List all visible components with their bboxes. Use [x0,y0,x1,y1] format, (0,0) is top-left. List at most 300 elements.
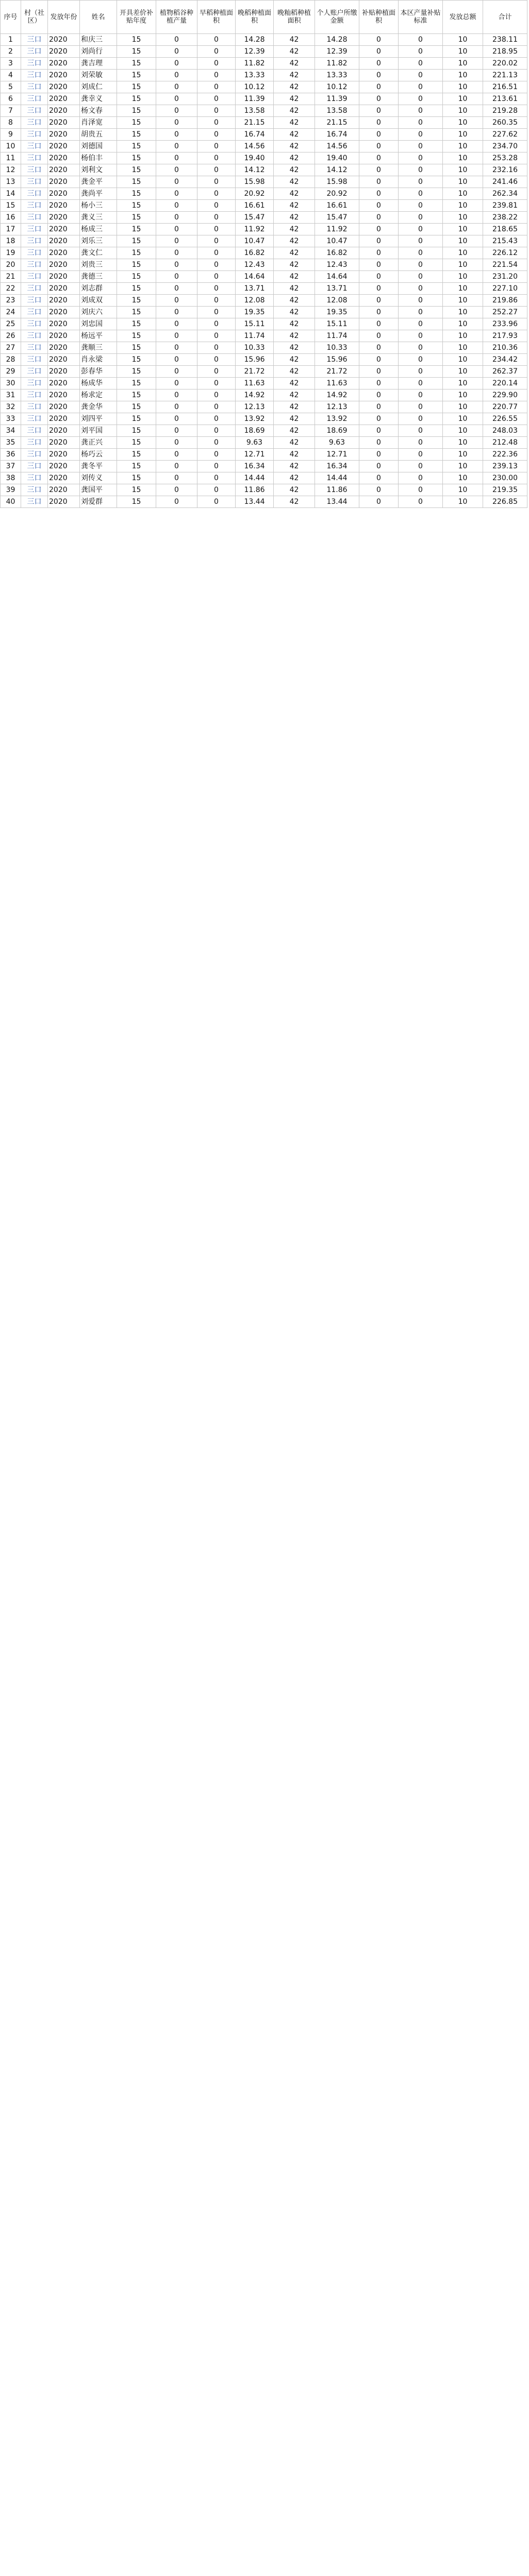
table-cell: 219.86 [483,295,527,307]
table-cell: 0 [197,188,236,200]
table-cell: 22 [1,283,21,295]
table-cell: 10 [443,200,483,212]
table-cell: 0 [197,437,236,449]
table-cell: 42 [274,141,315,152]
table-cell: 42 [274,472,315,484]
table-cell: 13.92 [315,413,359,425]
table-cell: 15 [117,235,156,247]
table-cell: 9.63 [315,437,359,449]
table-cell: 0 [156,342,197,354]
table-cell: 7 [1,105,21,117]
table-cell: 12.43 [315,259,359,271]
table-cell: 32 [1,401,21,413]
table-cell: 0 [359,235,399,247]
table-cell: 15 [117,58,156,70]
table-cell: 15 [117,484,156,496]
table-cell: 0 [156,259,197,271]
table-cell: 10 [443,472,483,484]
table-cell: 11.82 [315,58,359,70]
table-cell: 肖永梁 [80,354,117,366]
table-cell: 0 [359,224,399,235]
table-cell: 15.96 [236,354,274,366]
table-cell: 0 [156,413,197,425]
table-cell: 42 [274,449,315,461]
table-cell: 0 [359,437,399,449]
table-cell: 42 [274,307,315,318]
table-row [1,295,527,307]
table-cell: 20.92 [315,188,359,200]
table-cell: 19.40 [236,152,274,164]
table-cell: 0 [359,366,399,378]
table-cell: 0 [156,188,197,200]
table-cell: 8 [1,117,21,129]
table-cell: 0 [359,188,399,200]
table-cell: 2020 [48,58,80,70]
table-row [1,378,527,389]
table-cell: 13.58 [315,105,359,117]
table-cell: 16.34 [236,461,274,472]
table-cell: 刘成仁 [80,81,117,93]
table-cell: 13.71 [315,283,359,295]
table-cell: 42 [274,212,315,224]
header-cell: 早稻种植面积 [197,1,236,34]
table-cell: 0 [399,401,443,413]
table-cell: 刘庆六 [80,307,117,318]
table-cell: 15 [117,295,156,307]
table-cell: 0 [399,247,443,259]
table-cell: 42 [274,354,315,366]
table-cell: 241.46 [483,176,527,188]
table-cell: 232.16 [483,164,527,176]
table-cell: 11.82 [236,58,274,70]
table-cell: 2020 [48,247,80,259]
table-cell: 16.61 [315,200,359,212]
table-cell: 0 [197,235,236,247]
table-cell: 25 [1,318,21,330]
table-cell: 15 [117,318,156,330]
table-cell: 0 [156,295,197,307]
table-cell: 0 [156,472,197,484]
table-cell: 11.92 [236,224,274,235]
table-cell: 213.61 [483,93,527,105]
table-cell: 23 [1,295,21,307]
header-cell: 植物稻谷种植产量 [156,1,197,34]
table-cell: 229.90 [483,389,527,401]
table-cell: 0 [197,484,236,496]
table-cell: 0 [359,413,399,425]
table-cell: 0 [399,200,443,212]
table-cell: 龚冬平 [80,461,117,472]
header-cell: 村（社区） [21,1,48,34]
table-cell: 杨成三 [80,224,117,235]
table-cell: 11.74 [315,330,359,342]
table-row [1,366,527,378]
table-cell: 14.64 [236,271,274,283]
header-cell: 发放年份 [48,1,80,34]
table-cell: 三口 [21,437,48,449]
table-cell: 17 [1,224,21,235]
table-row [1,235,527,247]
table-cell: 10 [443,413,483,425]
table-cell: 0 [156,34,197,46]
table-cell: 0 [399,105,443,117]
table-row [1,425,527,437]
table-cell: 0 [156,58,197,70]
table-cell: 0 [399,70,443,81]
table-cell: 0 [399,129,443,141]
table-cell: 42 [274,259,315,271]
table-cell: 10 [443,105,483,117]
table-row [1,46,527,58]
table-cell: 16 [1,212,21,224]
table-cell: 11.63 [236,378,274,389]
table-row [1,117,527,129]
table-cell: 220.77 [483,401,527,413]
table-cell: 21.15 [315,117,359,129]
header-row [1,1,527,34]
table-row [1,449,527,461]
table-cell: 2020 [48,472,80,484]
table-cell: 0 [197,58,236,70]
table-cell: 0 [359,378,399,389]
table-cell: 2020 [48,484,80,496]
table-cell: 10 [443,93,483,105]
table-cell: 三口 [21,247,48,259]
table-cell: 10 [443,496,483,508]
table-row [1,34,527,46]
table-cell: 0 [359,425,399,437]
table-cell: 2020 [48,318,80,330]
table-cell: 42 [274,283,315,295]
table-cell: 18.69 [236,425,274,437]
table-cell: 0 [359,389,399,401]
table-cell: 0 [399,224,443,235]
table-cell: 10 [443,152,483,164]
table-cell: 0 [197,307,236,318]
table-cell: 2020 [48,461,80,472]
table-row [1,212,527,224]
table-cell: 9.63 [236,437,274,449]
table-cell: 龚国平 [80,484,117,496]
table-cell: 230.00 [483,472,527,484]
header-cell: 姓名 [80,1,117,34]
table-cell: 0 [399,235,443,247]
table-cell: 12.13 [236,401,274,413]
table-cell: 0 [197,318,236,330]
table-cell: 16.74 [315,129,359,141]
table-cell: 220.14 [483,378,527,389]
table-cell: 14.92 [236,389,274,401]
table-cell: 三口 [21,401,48,413]
table-cell: 0 [197,378,236,389]
table-cell: 2020 [48,34,80,46]
table-cell: 10 [443,366,483,378]
table-cell: 15 [117,129,156,141]
table-cell: 杨远平 [80,330,117,342]
table-cell: 10.12 [315,81,359,93]
table-cell: 0 [156,401,197,413]
table-cell: 0 [359,152,399,164]
table-cell: 刘志群 [80,283,117,295]
table-cell: 42 [274,117,315,129]
table-cell: 239.13 [483,461,527,472]
table-cell: 0 [399,449,443,461]
table-cell: 9 [1,129,21,141]
table-cell: 0 [359,81,399,93]
table-cell: 0 [197,259,236,271]
table-cell: 0 [156,212,197,224]
table-cell: 0 [197,366,236,378]
table-cell: 15 [117,247,156,259]
table-cell: 0 [399,212,443,224]
table-cell: 11.63 [315,378,359,389]
table-cell: 42 [274,484,315,496]
table-cell: 0 [399,117,443,129]
table-row [1,247,527,259]
table-cell: 龚金华 [80,401,117,413]
table-cell: 260.35 [483,117,527,129]
table-cell: 0 [156,366,197,378]
table-cell: 42 [274,81,315,93]
table-cell: 2020 [48,378,80,389]
table-cell: 18.69 [315,425,359,437]
table-cell: 226.55 [483,413,527,425]
table-cell: 14.12 [236,164,274,176]
table-cell: 0 [359,46,399,58]
table-cell: 15 [117,366,156,378]
table-cell: 0 [359,117,399,129]
table-cell: 2020 [48,117,80,129]
table-cell: 215.43 [483,235,527,247]
table-cell: 13.92 [236,413,274,425]
table-cell: 3 [1,58,21,70]
table-cell: 42 [274,389,315,401]
table-cell: 14 [1,188,21,200]
table-cell: 15 [117,271,156,283]
table-cell: 三口 [21,164,48,176]
table-cell: 234.70 [483,141,527,152]
table-cell: 14.56 [315,141,359,152]
table-cell: 2020 [48,295,80,307]
table-cell: 0 [399,496,443,508]
table-cell: 0 [359,93,399,105]
table-cell: 0 [359,472,399,484]
table-cell: 15.47 [315,212,359,224]
table-cell: 2020 [48,283,80,295]
table-cell: 2020 [48,307,80,318]
table-cell: 0 [156,425,197,437]
table-cell: 15.11 [236,318,274,330]
table-cell: 42 [274,318,315,330]
table-cell: 0 [197,283,236,295]
table-cell: 10 [443,342,483,354]
table-cell: 0 [399,425,443,437]
table-cell: 2020 [48,81,80,93]
table-cell: 12.13 [315,401,359,413]
table-cell: 0 [156,152,197,164]
table-cell: 15 [117,176,156,188]
table-cell: 三口 [21,354,48,366]
table-cell: 42 [274,188,315,200]
table-row [1,188,527,200]
table-cell: 218.95 [483,46,527,58]
table-cell: 233.96 [483,318,527,330]
table-cell: 三口 [21,366,48,378]
table-cell: 0 [197,34,236,46]
table-cell: 10 [443,318,483,330]
table-cell: 2020 [48,401,80,413]
table-cell: 杨伯丰 [80,152,117,164]
table-cell: 2020 [48,449,80,461]
table-cell: 12 [1,164,21,176]
table-cell: 三口 [21,235,48,247]
table-cell: 15 [117,449,156,461]
table-cell: 三口 [21,295,48,307]
table-cell: 42 [274,105,315,117]
table-cell: 20 [1,259,21,271]
table-cell: 15 [117,425,156,437]
table-cell: 0 [156,354,197,366]
table-cell: 210.36 [483,342,527,354]
table-cell: 21.72 [315,366,359,378]
table-cell: 0 [156,330,197,342]
table-cell: 11.86 [236,484,274,496]
table-row [1,472,527,484]
header-cell: 开具差价补贴年度 [117,1,156,34]
header-cell: 合计 [483,1,527,34]
table-cell: 30 [1,378,21,389]
header-cell: 晚籼稻种植面积 [274,1,315,34]
table-cell: 16.34 [315,461,359,472]
table-cell: 0 [399,366,443,378]
table-cell: 14.44 [236,472,274,484]
table-cell: 10 [443,235,483,247]
table-cell: 0 [197,105,236,117]
table-cell: 0 [359,129,399,141]
table-cell: 三口 [21,117,48,129]
table-cell: 19 [1,247,21,259]
table-cell: 14.28 [236,34,274,46]
table-cell: 龚文仁 [80,247,117,259]
table-cell: 10 [443,81,483,93]
table-cell: 36 [1,449,21,461]
table-cell: 42 [274,330,315,342]
table-row [1,271,527,283]
table-cell: 三口 [21,318,48,330]
table-cell: 13.33 [236,70,274,81]
table-cell: 11 [1,152,21,164]
table-cell: 0 [197,472,236,484]
table-cell: 18 [1,235,21,247]
table-cell: 2020 [48,271,80,283]
spreadsheet [0,0,529,508]
table-cell: 2020 [48,342,80,354]
table-cell: 三口 [21,307,48,318]
table-cell: 40 [1,496,21,508]
table-cell: 29 [1,366,21,378]
table-cell: 10 [443,401,483,413]
table-cell: 15.47 [236,212,274,224]
table-cell: 三口 [21,176,48,188]
table-cell: 0 [359,342,399,354]
table-cell: 15 [117,152,156,164]
table-cell: 0 [399,141,443,152]
table-row [1,81,527,93]
table-row [1,129,527,141]
table-cell: 三口 [21,378,48,389]
table-cell: 10.33 [315,342,359,354]
table-cell: 2 [1,46,21,58]
table-cell: 16.61 [236,200,274,212]
table-cell: 0 [156,235,197,247]
table-cell: 0 [197,212,236,224]
table-cell: 11.39 [315,93,359,105]
table-cell: 15 [117,200,156,212]
table-cell: 238.22 [483,212,527,224]
table-cell: 15 [117,354,156,366]
table-cell: 19.35 [236,307,274,318]
table-row [1,200,527,212]
table-cell: 0 [197,389,236,401]
table-cell: 15 [117,34,156,46]
table-cell: 2020 [48,46,80,58]
table-cell: 15 [117,164,156,176]
table-cell: 10.47 [315,235,359,247]
table-cell: 龚正兴 [80,437,117,449]
table-cell: 0 [197,117,236,129]
table-cell: 0 [156,484,197,496]
table-cell: 42 [274,247,315,259]
table-cell: 0 [359,200,399,212]
table-cell: 218.65 [483,224,527,235]
table-cell: 10 [443,58,483,70]
table-cell: 0 [399,378,443,389]
table-cell: 252.27 [483,307,527,318]
table-cell: 2020 [48,366,80,378]
table-cell: 三口 [21,58,48,70]
table-cell: 0 [197,449,236,461]
table-cell: 10 [443,34,483,46]
table-cell: 三口 [21,259,48,271]
table-cell: 231.20 [483,271,527,283]
table-cell: 0 [156,389,197,401]
table-cell: 42 [274,46,315,58]
table-cell: 217.93 [483,330,527,342]
table-cell: 刘乐三 [80,235,117,247]
table-cell: 刘利文 [80,164,117,176]
table-cell: 10 [443,141,483,152]
table-cell: 2020 [48,389,80,401]
table-cell: 0 [197,247,236,259]
table-cell: 15 [117,117,156,129]
table-cell: 10.47 [236,235,274,247]
table-cell: 0 [359,318,399,330]
table-cell: 0 [359,496,399,508]
table-cell: 2020 [48,129,80,141]
table-cell: 10 [443,117,483,129]
table-cell: 15 [117,70,156,81]
table-cell: 0 [399,295,443,307]
table-cell: 2020 [48,141,80,152]
table-cell: 42 [274,224,315,235]
header-cell: 个人账户所缴金额 [315,1,359,34]
table-cell: 11.92 [315,224,359,235]
table-cell: 0 [399,259,443,271]
table-cell: 0 [359,330,399,342]
table-cell: 0 [359,34,399,46]
table-cell: 0 [197,200,236,212]
table-cell: 0 [156,46,197,58]
